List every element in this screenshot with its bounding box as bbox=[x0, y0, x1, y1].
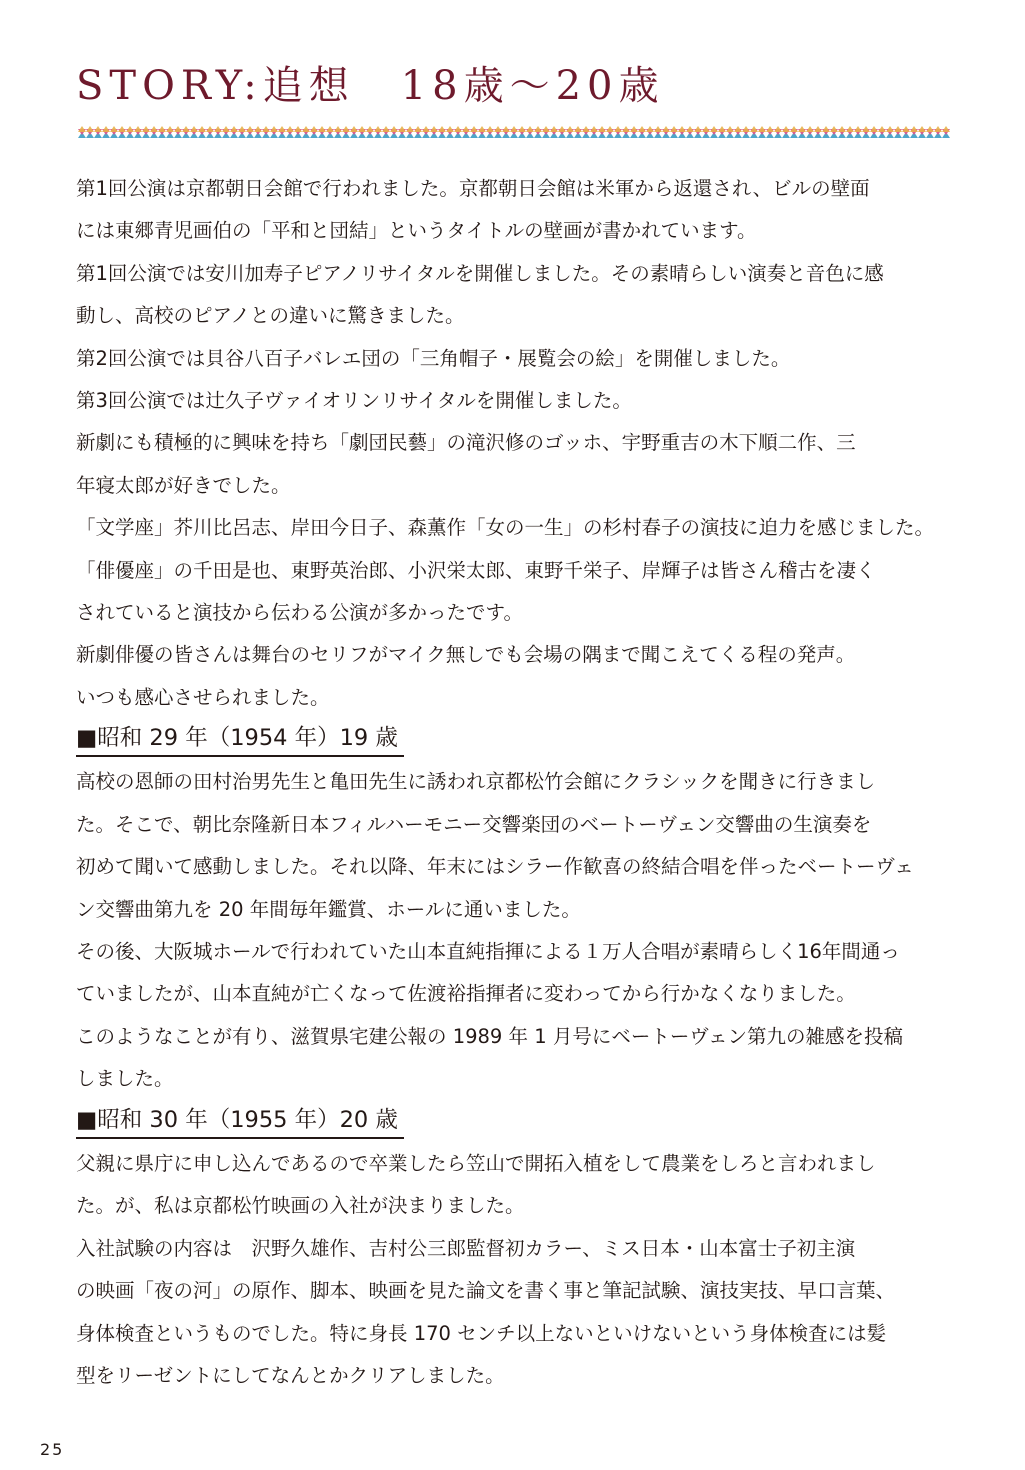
paragraph-line: 第3回公演では辻久子ヴァイオリンリサイタルを開催しました。 bbox=[76, 388, 632, 412]
paragraph-line: されていると演技から伝わる公演が多かったです。 bbox=[76, 600, 523, 624]
paragraph-line: 年寝太郎が好きでした。 bbox=[76, 473, 291, 497]
decorative-zigzag-divider bbox=[78, 126, 950, 138]
paragraph-line: 「俳優座」の千田是也、東野英治郎、小沢栄太郎、東野千栄子、岸輝子は皆さん稽古を凄く bbox=[76, 558, 876, 582]
paragraph-line: 入社試験の内容は 沢野久雄作、吉村公三郎監督初カラー、ミス日本・山本富士子初主演 bbox=[76, 1236, 856, 1260]
section-heading-1954: ■昭和 29 年（1954 年）19 歳 bbox=[76, 721, 404, 757]
section-heading-row bbox=[76, 719, 951, 761]
paragraph-line: 型をリーゼントにしてなんとかクリアしました。 bbox=[76, 1363, 505, 1387]
paragraph-line: ン交響曲第九を 20 年間毎年鑑賞、ホールに通いました。 bbox=[76, 897, 581, 921]
paragraph-line: 父親に県庁に申し込んであるので卒業したら笠山で開拓入植をして農業をしろと言われまし bbox=[76, 1151, 876, 1175]
paragraph-line: 新劇にも積極的に興味を持ち「劇団民藝」の滝沢修のゴッホ、宇野重吉の木下順二作、三 bbox=[76, 431, 856, 455]
paragraph-line: た。が、私は京都松竹映画の入社が決まりました。 bbox=[76, 1194, 525, 1218]
paragraph-line: 身体検査というものでした。特に身長 170 センチ以上ないといけないという身体検査には髪 bbox=[76, 1321, 887, 1345]
paragraph-line: 「文学座」芥川比呂志、岸田今日子、森薫作「女の一生」の杉村春子の演技に迫力を感じました。 bbox=[76, 516, 935, 540]
paragraph-line: しました。 bbox=[76, 1067, 174, 1091]
paragraph-line: た。そこで、朝比奈隆新日本フィルハーモニー交響楽団のベートーヴェン交響曲の生演奏を bbox=[76, 812, 872, 836]
paragraph-line: 動し、高校のピアノとの違いに驚きました。 bbox=[76, 304, 465, 328]
article-body bbox=[76, 168, 951, 1397]
paragraph-line: ていましたが、山本直純が亡くなって佐渡裕指揮者に変わってから行かなくなりました。 bbox=[76, 982, 856, 1006]
paragraph-line: には東郷青児画伯の「平和と団結」というタイトルの壁画が書かれています。 bbox=[76, 219, 757, 243]
paragraph-line: 初めて聞いて感動しました。それ以降、年末にはシラー作歓喜の終結合唱を伴ったベートーヴェ bbox=[76, 855, 914, 879]
paragraph-line: いつも感心させられました。 bbox=[76, 685, 330, 709]
page-title: STORY:追想 18歳～20歳 bbox=[76, 63, 665, 109]
paragraph-line: その後、大阪城ホールで行われていた山本直純指揮による１万人合唱が素晴らしく16年間通っ bbox=[76, 940, 900, 964]
paragraph-line: 高校の恩師の田村治男先生と亀田先生に誘われ京都松竹会館にクラシックを聞きに行きまし bbox=[76, 770, 876, 794]
paragraph-line: 第1回公演は京都朝日会館で行われました。京都朝日会館は米軍から返還され、ビルの壁面 bbox=[76, 177, 870, 200]
paragraph-line: 第1回公演では安川加寿子ピアノリサイタルを開催しました。その素晴らしい演奏と音色に感 bbox=[76, 261, 884, 285]
paragraph-line: 第2回公演では貝谷八百子バレエ団の「三角帽子・展覧会の絵」を開催しました。 bbox=[76, 346, 791, 370]
section-heading-1955: ■昭和 30 年（1955 年）20 歳 bbox=[76, 1103, 404, 1139]
paragraph-line: 新劇俳優の皆さんは舞台のセリフがマイク無しでも会場の隅まで聞こえてくる程の発声。 bbox=[76, 643, 856, 667]
paragraph-line: このようなことが有り、滋賀県宅建公報の 1989 年 1 月号にベートーヴェン第九の雑感を投稿 bbox=[76, 1024, 904, 1048]
page-number: 25 bbox=[40, 1440, 65, 1459]
paragraph-line: の映画「夜の河」の原作、脚本、映画を見た論文を書く事と筆記試験、演技実技、早口言葉、 bbox=[76, 1279, 896, 1303]
section-heading-row bbox=[76, 1101, 951, 1143]
